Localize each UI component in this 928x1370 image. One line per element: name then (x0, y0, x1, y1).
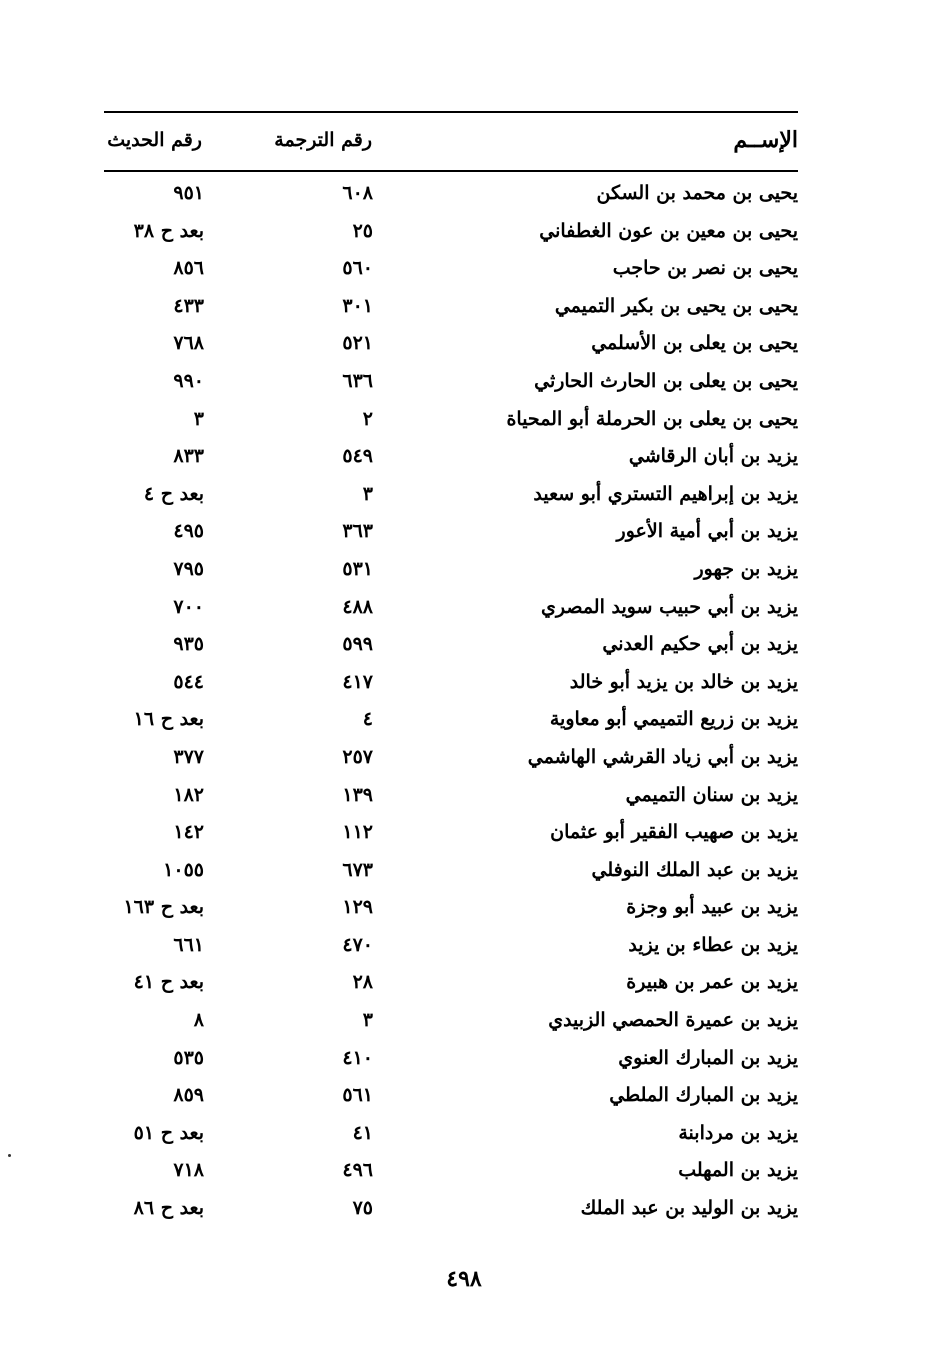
narrator-name: يحيى بن يحيى بن بكير التميمي (554, 294, 798, 317)
narrator-name: يحيى بن محمد بن السكن (596, 182, 798, 204)
narrator-name: يزيد بن عبد الملك النوفلي (591, 858, 798, 881)
hadith-number: ٨٣٣ (173, 445, 204, 468)
narrator-name: يزيد بن عطاء بن يزيد (628, 933, 798, 956)
table-row (104, 551, 798, 589)
hadith-number: بعد ح ١٦ (133, 708, 204, 731)
table-row (104, 1190, 798, 1228)
header-rule (104, 170, 798, 172)
narrator-name: يزيد بن المهلب (678, 1159, 798, 1182)
hadith-number: ١٤٢ (173, 821, 204, 844)
top-rule (104, 111, 798, 113)
hadith-number: ٩٩٠ (173, 369, 204, 392)
hadith-number: ٥٣٥ (173, 1046, 204, 1069)
table-row (104, 852, 798, 890)
biography-number: ٥٦١ (342, 1084, 373, 1107)
biography-number: ٦٣٦ (342, 369, 373, 392)
narrator-name: يزيد بن أبي حبيب سويد المصري (540, 595, 798, 618)
table-row (104, 814, 798, 852)
header-biography-number: رقم الترجمة (274, 129, 372, 151)
table-row (104, 664, 798, 702)
scan-speck (8, 1154, 11, 1157)
hadith-number: ٦٦١ (173, 933, 204, 956)
narrator-name: يزيد بن إبراهيم التستري أبو سعيد (533, 482, 798, 505)
table-row (104, 325, 798, 363)
hadith-number: بعد ح ٣٨ (133, 219, 204, 242)
biography-number: ٦٧٣ (342, 858, 373, 881)
biography-number: ١٢٩ (342, 896, 373, 919)
narrator-name: يزيد بن زريع التميمي أبو معاوية (549, 708, 798, 731)
table-row (104, 1077, 798, 1115)
header-hadith-number: رقم الحديث (107, 129, 202, 151)
biography-number: ٦٠٨ (342, 182, 373, 204)
narrator-name: يزيد بن أبي حكيم العدني (602, 633, 798, 656)
hadith-number: ٤٣٣ (173, 294, 204, 317)
table-row (104, 701, 798, 739)
biography-number: ٤ (362, 708, 373, 731)
table-row (104, 213, 798, 251)
table-row (104, 1115, 798, 1153)
narrator-name: يزيد بن المبارك الملطي (609, 1084, 798, 1107)
biography-number: ٥٣١ (342, 557, 373, 580)
biography-number: ٤١٠ (342, 1046, 373, 1069)
hadith-number: ٨ (193, 1009, 204, 1032)
hadith-number: ١٨٢ (173, 783, 204, 806)
hadith-number: ٧٩٥ (173, 557, 204, 580)
hadith-number: ٧٦٨ (173, 332, 204, 355)
hadith-number: بعد ح ١٦٣ (123, 896, 204, 919)
biography-number: ٧٥ (352, 1197, 373, 1220)
table-row (104, 401, 798, 439)
hadith-number: ٩٥١ (173, 182, 204, 204)
table-row (104, 1152, 798, 1190)
hadith-number: ٣ (193, 407, 204, 430)
biography-number: ٤٩٦ (342, 1159, 373, 1182)
table-row (104, 476, 798, 514)
biography-number: ٣ (362, 1009, 373, 1032)
biography-number: ٢٥٧ (342, 745, 373, 768)
page-number: ٤٩٨ (446, 1266, 482, 1292)
hadith-number: بعد ح ٤١ (133, 971, 204, 994)
narrator-name: يزيد بن عمر بن هبيرة (626, 971, 798, 994)
hadith-number: ٨٥٦ (173, 257, 204, 280)
table-row (104, 1002, 798, 1040)
narrator-name: يحيى بن نصر بن حاجب (612, 257, 798, 280)
biography-number: ٣٦٣ (342, 520, 373, 543)
table-row (104, 288, 798, 326)
table-row (104, 927, 798, 965)
hadith-number: ٣٧٧ (173, 745, 204, 768)
table-row (104, 626, 798, 664)
table-row (104, 250, 798, 288)
narrator-name: يزيد بن الوليد بن عبد الملك (580, 1197, 798, 1220)
narrator-name: يزيد بن جهور (694, 557, 798, 580)
narrator-name: يزيد بن أبي زياد القرشي الهاشمي (527, 745, 798, 768)
hadith-number: ٧١٨ (173, 1159, 204, 1182)
table-row (104, 964, 798, 1002)
hadith-number: ١٠٥٥ (163, 858, 204, 881)
biography-number: ٤٧٠ (342, 933, 373, 956)
biography-number: ٤٨٨ (342, 595, 373, 618)
biography-number: ٥٤٩ (342, 445, 373, 468)
biography-number: ١١٢ (342, 821, 373, 844)
biography-number: ٥٩٩ (342, 633, 373, 656)
biography-number: ٢٥ (352, 219, 373, 242)
table-row (104, 513, 798, 551)
index-table-body (104, 175, 798, 1228)
table-row (104, 739, 798, 777)
biography-number: ٥٢١ (342, 332, 373, 355)
biography-number: ٣ (362, 482, 373, 505)
narrator-name: يزيد بن صهيب الفقير أبو عثمان (550, 821, 798, 844)
hadith-number: ٥٤٤ (173, 670, 204, 693)
biography-number: ٣٠١ (342, 294, 373, 317)
table-row (104, 889, 798, 927)
hadith-number: ٤٩٥ (173, 520, 204, 543)
table-row (104, 1040, 798, 1078)
table-row (104, 777, 798, 815)
biography-number: ١٣٩ (342, 783, 373, 806)
narrator-name: يزيد بن أبان الرقاشي (628, 445, 798, 468)
hadith-number: بعد ح ٨٦ (133, 1197, 204, 1220)
hadith-number: ٧٠٠ (173, 595, 204, 618)
table-header (104, 122, 798, 162)
biography-number: ٤١ (352, 1121, 373, 1144)
narrator-name: يزيد بن عميرة الحمصي الزبيدي (548, 1009, 798, 1032)
narrator-name: يزيد بن المبارك العنوي (618, 1046, 798, 1069)
narrator-name: يزيد بن عبيد أبو وجزة (626, 896, 798, 919)
biography-number: ٤١٧ (342, 670, 373, 693)
hadith-number: ٩٣٥ (173, 633, 204, 656)
narrator-name: يحيى بن يعلى بن الأسلمي (591, 332, 798, 355)
narrator-name: يزيد بن أبي أمية الأعور (616, 520, 798, 543)
narrator-name: يزيد بن خالد بن يزيد أبو خالد (569, 670, 798, 693)
hadith-number: بعد ح ٥١ (133, 1121, 204, 1144)
table-row (104, 363, 798, 401)
table-row (104, 175, 798, 213)
narrator-name: يحيى بن معين بن عون الغطفاني (539, 219, 798, 242)
hadith-number: ٨٥٩ (173, 1084, 204, 1107)
header-name: الإســم (733, 127, 798, 153)
table-row (104, 438, 798, 476)
hadith-number: بعد ح ٤ (143, 482, 204, 505)
biography-number: ٥٦٠ (342, 257, 373, 280)
biography-number: ٢٨ (352, 971, 373, 994)
biography-number: ٢ (362, 407, 373, 430)
narrator-name: يحيى بن يعلى بن الحارث الحارثي (534, 369, 798, 392)
narrator-name: يزيد بن مردابنة (678, 1121, 798, 1144)
narrator-name: يزيد بن سنان التميمي (625, 783, 798, 806)
narrator-name: يحيى بن يعلى بن الحرملة أبو المحياة (506, 407, 798, 430)
table-row (104, 589, 798, 627)
